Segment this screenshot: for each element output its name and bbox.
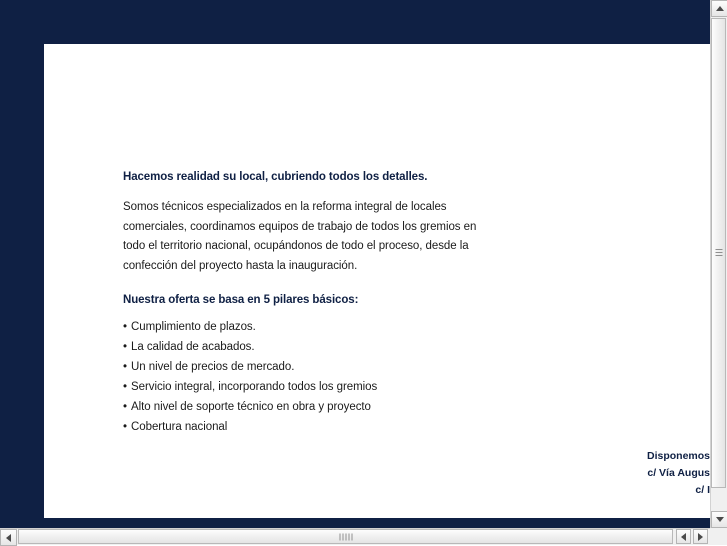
bullet-marker-icon: • xyxy=(123,361,127,373)
subheading: Nuestra oferta se basa en 5 pilares básicos: xyxy=(123,294,359,306)
horizontal-scrollbar[interactable] xyxy=(0,528,710,545)
chevron-left-icon xyxy=(6,534,11,542)
bullet-marker-icon: • xyxy=(123,341,127,353)
horizontal-scrollbar-thumb[interactable] xyxy=(18,529,673,544)
intro-paragraph: Somos técnicos especializados en la reforma integral de locales comerciales, coordinamos equipos de trabajo de todos los gremios en todo el territorio nacional, ocupándonos de todo el proceso, desde la confección del proyecto hasta la inauguración. xyxy=(123,201,477,272)
pillars-list xyxy=(123,317,543,437)
scrollbar-corner xyxy=(710,528,727,545)
scroll-up-button[interactable] xyxy=(711,0,727,17)
address-line: Disponemos xyxy=(646,450,710,462)
chevron-up-icon xyxy=(716,6,724,11)
list-item xyxy=(123,377,543,397)
chevron-down-icon xyxy=(716,517,724,522)
address-line: c/ I xyxy=(695,484,710,496)
bullet-marker-icon: • xyxy=(123,401,127,413)
scroll-down-button[interactable] xyxy=(711,511,727,528)
list-item xyxy=(123,317,543,337)
page-text-block xyxy=(123,170,543,437)
page-prev-button[interactable] xyxy=(676,529,691,544)
bullet-marker-icon: • xyxy=(123,421,127,433)
page-next-button[interactable] xyxy=(693,529,708,544)
bullet-marker-icon: • xyxy=(123,321,127,333)
scroll-left-button[interactable] xyxy=(0,529,17,546)
address-block xyxy=(560,448,710,499)
list-item xyxy=(123,397,543,417)
list-item xyxy=(123,357,543,377)
chevron-left-icon xyxy=(681,533,686,541)
grip-icon xyxy=(339,533,352,540)
bullet-marker-icon: • xyxy=(123,381,127,393)
vertical-scrollbar[interactable] xyxy=(710,0,727,528)
list-item-label: Alto nivel de soporte técnico en obra y proyecto xyxy=(131,401,371,413)
chevron-right-icon xyxy=(698,533,703,541)
vertical-scrollbar-thumb[interactable] xyxy=(711,18,726,488)
headline: Hacemos realidad su local, cubriendo todos los detalles. xyxy=(123,171,428,183)
list-item-label: Cumplimiento de plazos. xyxy=(131,321,256,333)
list-item xyxy=(123,337,543,357)
list-item-label: La calidad de acabados. xyxy=(131,341,255,353)
list-item-label: Un nivel de precios de mercado. xyxy=(131,361,295,373)
list-item-label: Cobertura nacional xyxy=(131,421,228,433)
list-item-label: Servicio integral, incorporando todos los gremios xyxy=(131,381,378,393)
list-item xyxy=(123,417,543,437)
grip-icon xyxy=(715,249,722,257)
document-page xyxy=(44,44,710,518)
address-line: c/ Vía Augus xyxy=(647,467,710,479)
